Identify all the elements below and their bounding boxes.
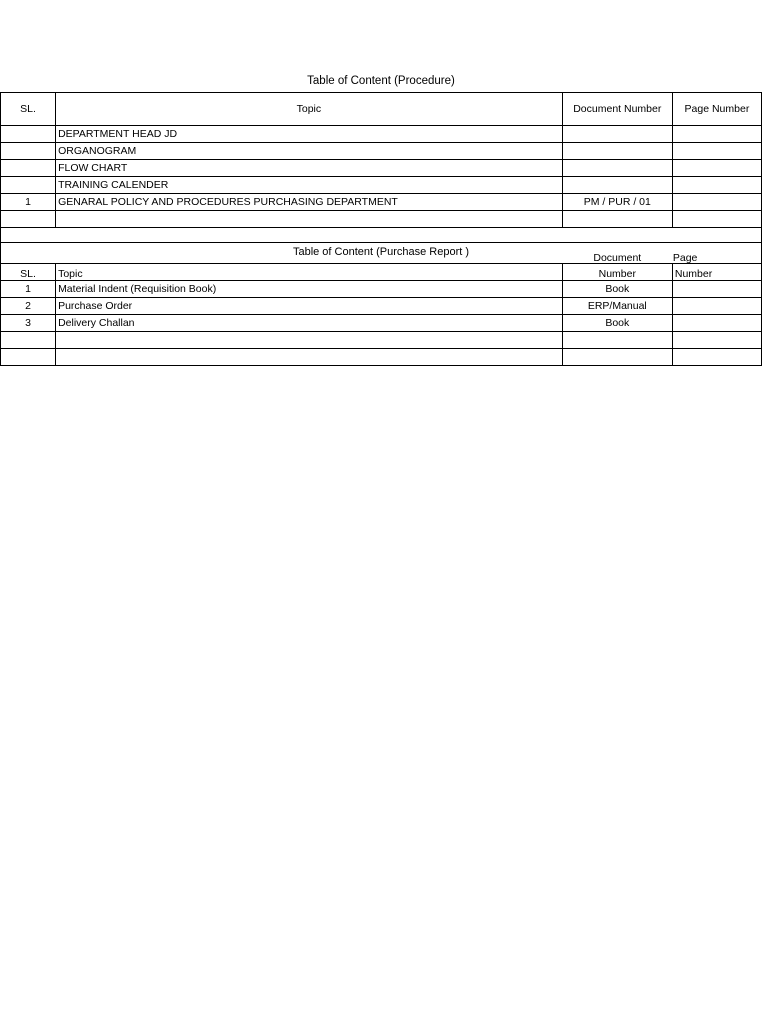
header-document-number [562, 252, 672, 281]
header-sl: SL. [1, 93, 56, 126]
cell-page-number [672, 160, 761, 177]
procedure-table [0, 92, 762, 263]
cell-document-number: ERP/Manual [562, 298, 672, 315]
header-topic: Topic [56, 264, 563, 281]
empty-row [1, 332, 762, 349]
cell-page-number [672, 143, 761, 160]
table-row [1, 160, 762, 177]
table-row [1, 177, 762, 194]
cell-document-number: Book [562, 315, 672, 332]
cell-document-number: PM / PUR / 01 [562, 194, 672, 211]
cell-sl: 1 [1, 281, 56, 298]
header-page-number [672, 252, 761, 281]
cell-document-number [562, 160, 672, 177]
empty-row [1, 349, 762, 366]
cell-topic: TRAINING CALENDER [56, 177, 563, 194]
separator-row [1, 228, 762, 243]
header-page-bottom: Number [674, 268, 713, 280]
table-row [1, 194, 762, 211]
procedure-table-title: Table of Content (Procedure) [307, 75, 455, 87]
cell-sl [1, 177, 56, 194]
table-row [1, 315, 762, 332]
cell-document-number [562, 143, 672, 160]
purchase-report-header-row [1, 264, 762, 281]
cell-page-number [672, 194, 761, 211]
cell-document-number [562, 177, 672, 194]
cell-topic: Material Indent (Requisition Book) [56, 281, 563, 298]
header-sl: SL. [1, 264, 56, 281]
cell-document-number: Book [562, 281, 672, 298]
cell-sl [1, 143, 56, 160]
cell-sl: 3 [1, 315, 56, 332]
header-page-top: Page [672, 252, 698, 264]
cell-page-number [672, 177, 761, 194]
empty-row [1, 211, 762, 228]
header-document-top: Document [593, 252, 642, 264]
table-row [1, 298, 762, 315]
cell-document-number [562, 126, 672, 143]
header-document-bottom: Number [598, 268, 636, 280]
cell-topic: DEPARTMENT HEAD JD [56, 126, 563, 143]
cell-page-number [672, 298, 761, 315]
cell-topic: Delivery Challan [56, 315, 563, 332]
cell-topic: ORGANOGRAM [56, 143, 563, 160]
cell-sl [1, 126, 56, 143]
header-page-number: Page Number [672, 93, 761, 126]
cell-sl: 1 [1, 194, 56, 211]
procedure-header-row [1, 93, 762, 126]
cell-page-number [672, 281, 761, 298]
table-row [1, 126, 762, 143]
table-row [1, 143, 762, 160]
header-document-number: Document Number [562, 93, 672, 126]
header-topic: Topic [56, 93, 563, 126]
cell-page-number [672, 315, 761, 332]
cell-topic: Purchase Order [56, 298, 563, 315]
cell-sl: 2 [1, 298, 56, 315]
spreadsheet-page [0, 70, 762, 366]
cell-topic: GENARAL POLICY AND PROCEDURES PURCHASING DEPARTMENT [56, 194, 563, 211]
cell-page-number [672, 126, 761, 143]
purchase-report-table-title: Table of Content (Purchase Report ) [292, 246, 470, 258]
cell-sl [1, 160, 56, 177]
table-row [1, 281, 762, 298]
cell-topic: FLOW CHART [56, 160, 563, 177]
